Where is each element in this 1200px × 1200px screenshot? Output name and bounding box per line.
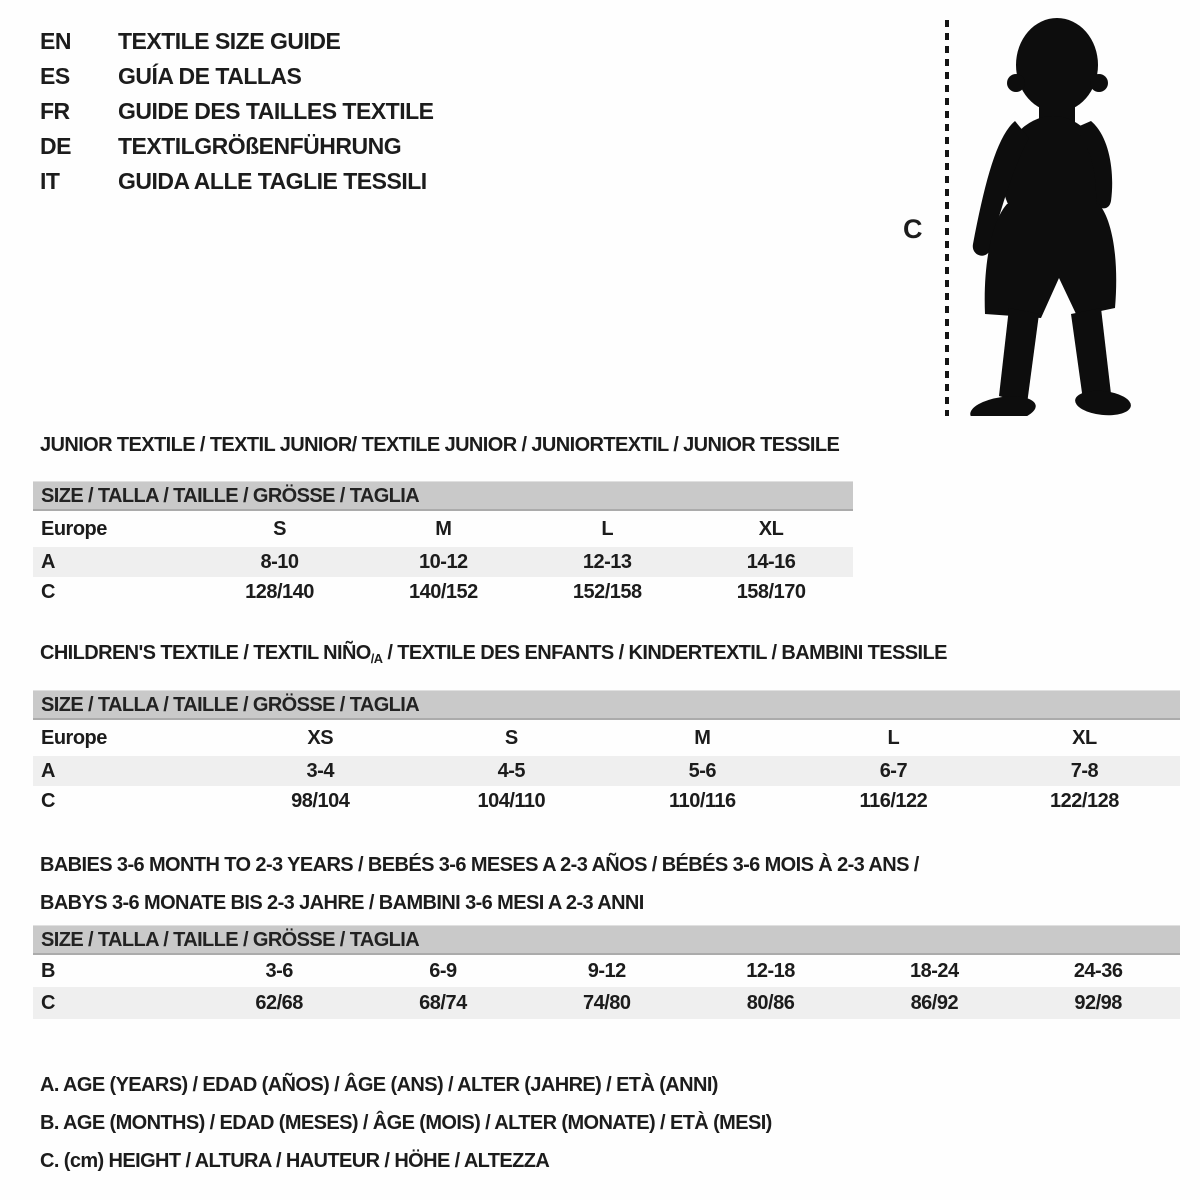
- col-header-cell: Europe: [41, 517, 107, 540]
- value-cell: 62/68: [255, 991, 303, 1014]
- babies-size-table: [33, 925, 1180, 1019]
- value-cell: 128/140: [245, 580, 314, 603]
- value-cell: 14-16: [746, 550, 796, 573]
- table-row: [33, 955, 1180, 987]
- size-bar: SIZE / TALLA / TAILLE / GRÖSSE / TAGLIA: [33, 481, 853, 511]
- language-row: [40, 94, 434, 129]
- value-cell: 18-24: [910, 959, 959, 982]
- measure-legend: [40, 1066, 772, 1180]
- value-cell: 110/116: [669, 789, 736, 812]
- babies-heading-line1: BABIES 3-6 MONTH TO 2-3 YEARS / BEBÉS 3-6 MESES A 2-3 AÑOS / BÉBÉS 3-6 MOIS À 2-3 ANS /: [40, 854, 919, 876]
- language-code: ES: [40, 63, 70, 89]
- size-bar: SIZE / TALLA / TAILLE / GRÖSSE / TAGLIA: [33, 690, 1180, 720]
- language-title: TEXTILE SIZE GUIDE: [118, 28, 341, 54]
- babies-heading-line2: BABYS 3-6 MONATE BIS 2-3 JAHRE / BAMBINI 3-6 MESI A 2-3 ANNI: [40, 892, 644, 914]
- col-header-cell: M: [435, 517, 452, 540]
- col-header-cell: S: [504, 726, 518, 749]
- value-cell: 86/92: [910, 991, 959, 1014]
- junior-section-heading: JUNIOR TEXTILE / TEXTIL JUNIOR/ TEXTILE JUNIOR / JUNIORTEXTIL / JUNIOR TESSILE: [40, 434, 840, 456]
- language-row: [40, 129, 434, 164]
- language-code: IT: [40, 168, 60, 194]
- size-bar: SIZE / TALLA / TAILLE / GRÖSSE / TAGLIA: [33, 925, 1180, 955]
- value-cell: 12-18: [746, 959, 795, 982]
- language-title: TEXTILGRÖßENFÜHRUNG: [118, 133, 402, 159]
- value-cell: 158/170: [736, 580, 806, 603]
- language-code: FR: [40, 98, 70, 124]
- value-cell: 3-6: [265, 959, 293, 982]
- value-cell: 116/122: [859, 789, 928, 812]
- language-title: GUIDA ALLE TAGLIE TESSILI: [118, 168, 427, 194]
- value-cell: 104/110: [477, 789, 546, 812]
- language-code: DE: [40, 133, 71, 159]
- children-size-table: [33, 690, 1180, 816]
- value-cell: 80/86: [746, 991, 795, 1014]
- legend-line-b: B. AGE (MONTHS) / EDAD (MESES) / ÂGE (MOIS) / ALTER (MONATE) / ETÀ (MESI): [40, 1112, 772, 1134]
- toddler-silhouette-icon: [963, 16, 1143, 416]
- value-cell: 140/152: [408, 580, 478, 603]
- row-label: A: [41, 550, 55, 573]
- value-cell: 12-13: [582, 550, 632, 573]
- table-header-row: [33, 720, 1180, 756]
- value-cell: 152/158: [572, 580, 642, 603]
- language-title-list: [40, 24, 434, 199]
- legend-line-a: A. AGE (YEARS) / EDAD (AÑOS) / ÂGE (ANS) / ALTER (JAHRE) / ETÀ (ANNI): [40, 1074, 718, 1096]
- value-cell: 92/98: [1074, 991, 1122, 1014]
- table-row: [33, 987, 1180, 1019]
- col-header-cell: XL: [758, 517, 784, 540]
- value-cell: 6-9: [429, 959, 457, 982]
- value-cell: 7-8: [1070, 759, 1099, 782]
- children-section-heading: [40, 642, 947, 665]
- legend-line-c: C. (cm) HEIGHT / ALTURA / HAUTEUR / HÖHE / ALTEZZA: [40, 1150, 550, 1172]
- value-cell: 5-6: [688, 759, 717, 782]
- row-label: C: [41, 580, 55, 603]
- value-cell: 6-7: [879, 759, 908, 782]
- height-measure-dashed-line: [945, 20, 949, 416]
- value-cell: 9-12: [587, 959, 626, 982]
- value-cell: 8-10: [260, 550, 299, 573]
- value-cell: 10-12: [419, 550, 468, 573]
- col-header-cell: L: [887, 726, 900, 749]
- row-label: C: [41, 991, 55, 1014]
- language-code: EN: [40, 28, 71, 54]
- height-measure-label: C: [903, 214, 923, 244]
- value-cell: 68/74: [419, 991, 467, 1014]
- row-label: A: [41, 759, 55, 782]
- language-title: GUÍA DE TALLAS: [118, 63, 302, 89]
- value-cell: 122/128: [1050, 789, 1119, 812]
- children-heading-subscript: /A: [370, 650, 383, 666]
- language-row: [40, 59, 434, 94]
- language-row: [40, 24, 434, 59]
- children-heading-text: / TEXTILE DES ENFANTS / KINDERTEXTIL / BAMBINI TESSILE: [382, 642, 947, 664]
- table-row: [33, 786, 1180, 816]
- table-row: [33, 756, 1180, 786]
- value-cell: 4-5: [497, 759, 525, 782]
- junior-size-table: [33, 481, 853, 607]
- language-title: GUIDE DES TAILLES TEXTILE: [118, 98, 434, 124]
- col-header-cell: Europe: [41, 726, 107, 749]
- value-cell: 98/104: [291, 789, 350, 812]
- col-header-cell: S: [273, 517, 286, 540]
- col-header-cell: L: [601, 517, 614, 540]
- value-cell: 74/80: [582, 991, 631, 1014]
- language-row: [40, 164, 434, 199]
- col-header-cell: XL: [1072, 726, 1097, 749]
- col-header-cell: XS: [307, 726, 334, 749]
- row-label: C: [41, 789, 55, 812]
- value-cell: 3-4: [306, 759, 334, 782]
- table-header-row: [33, 511, 853, 547]
- col-header-cell: M: [694, 726, 711, 749]
- children-heading-text: CHILDREN'S TEXTILE / TEXTIL NIÑO: [40, 642, 371, 664]
- babies-section-heading: [40, 846, 919, 922]
- table-row: [33, 547, 853, 577]
- row-label: B: [41, 959, 55, 982]
- table-row: [33, 577, 853, 607]
- value-cell: 24-36: [1073, 959, 1123, 982]
